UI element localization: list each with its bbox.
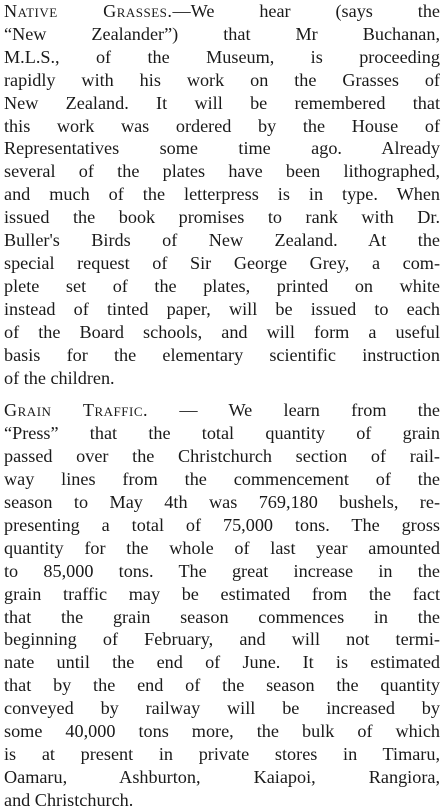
article-line: that by the end of the season the quantity <box>4 675 440 696</box>
article-line: way lines from the commencement of the <box>4 469 440 490</box>
article-line: to 85,000 tons. The great increase in the <box>4 560 440 581</box>
article-line: of the children. <box>4 367 115 388</box>
paragraph-gap <box>4 389 440 399</box>
article-line: and much of the letterpress is in type. When <box>4 184 440 205</box>
article-line: grain traffic may be estimated from the fact <box>4 583 440 604</box>
article-line: some 40,000 tons more, the bulk of which <box>4 721 440 742</box>
article-line: presenting a total of 75,000 tons. The gross <box>4 514 440 535</box>
article-line: this work was ordered by the House of <box>4 115 440 136</box>
article-grain-traffic <box>4 399 440 811</box>
article-line: Native Grasses.—We hear (says the <box>4 1 440 21</box>
article-line: “New Zealander”) that Mr Buchanan, <box>4 23 440 44</box>
article-line: plete set of the plates, printed on white <box>4 275 440 296</box>
article-line: special request of Sir George Grey, a com- <box>4 252 440 273</box>
article-line: instead of tinted paper, will be issued to each <box>4 298 440 319</box>
article-line: “Press” that the total quantity of grain <box>4 423 440 444</box>
article-line: Oamaru, Ashburton, Kaiapoi, Rangiora, <box>4 766 440 787</box>
article-heading: Native Grasses. <box>4 1 173 21</box>
article-line: basis for the elementary scientific instruction <box>4 344 440 365</box>
article-line: nate until the end of June. It is estimated <box>4 652 440 673</box>
article-line: Representatives some time ago. Already <box>4 138 440 159</box>
article-line: several of the plates have been lithographed, <box>4 161 440 182</box>
article-line: quantity for the whole of last year amounted <box>4 537 440 558</box>
article-line: and Christchurch. <box>4 789 134 810</box>
article-line: passed over the Christchurch section of rail- <box>4 446 440 467</box>
article-native-grasses <box>4 0 440 389</box>
newspaper-column <box>4 0 440 812</box>
article-line: M.L.S., of the Museum, is proceeding <box>4 46 440 67</box>
article-line: issued the book promises to rank with Dr. <box>4 207 440 228</box>
article-line: season to May 4th was 769,180 bushels, re- <box>4 492 440 513</box>
article-line: rapidly with his work on the Grasses of <box>4 69 440 90</box>
article-line: Grain Traffic. — We learn from the <box>4 400 441 421</box>
article-line: Buller's Birds of New Zealand. At the <box>4 230 440 251</box>
article-heading: Grain Traffic. <box>4 400 149 421</box>
article-line: of the Board schools, and will form a useful <box>4 321 440 342</box>
article-line: beginning of February, and will not termi- <box>4 629 440 650</box>
article-line: New Zealand. It will be remembered that <box>4 92 440 113</box>
article-line: conveyed by railway will be increased by <box>4 698 440 719</box>
article-line: that the grain season commences in the <box>4 606 440 627</box>
article-line: is at present in private stores in Timaru, <box>4 744 440 764</box>
